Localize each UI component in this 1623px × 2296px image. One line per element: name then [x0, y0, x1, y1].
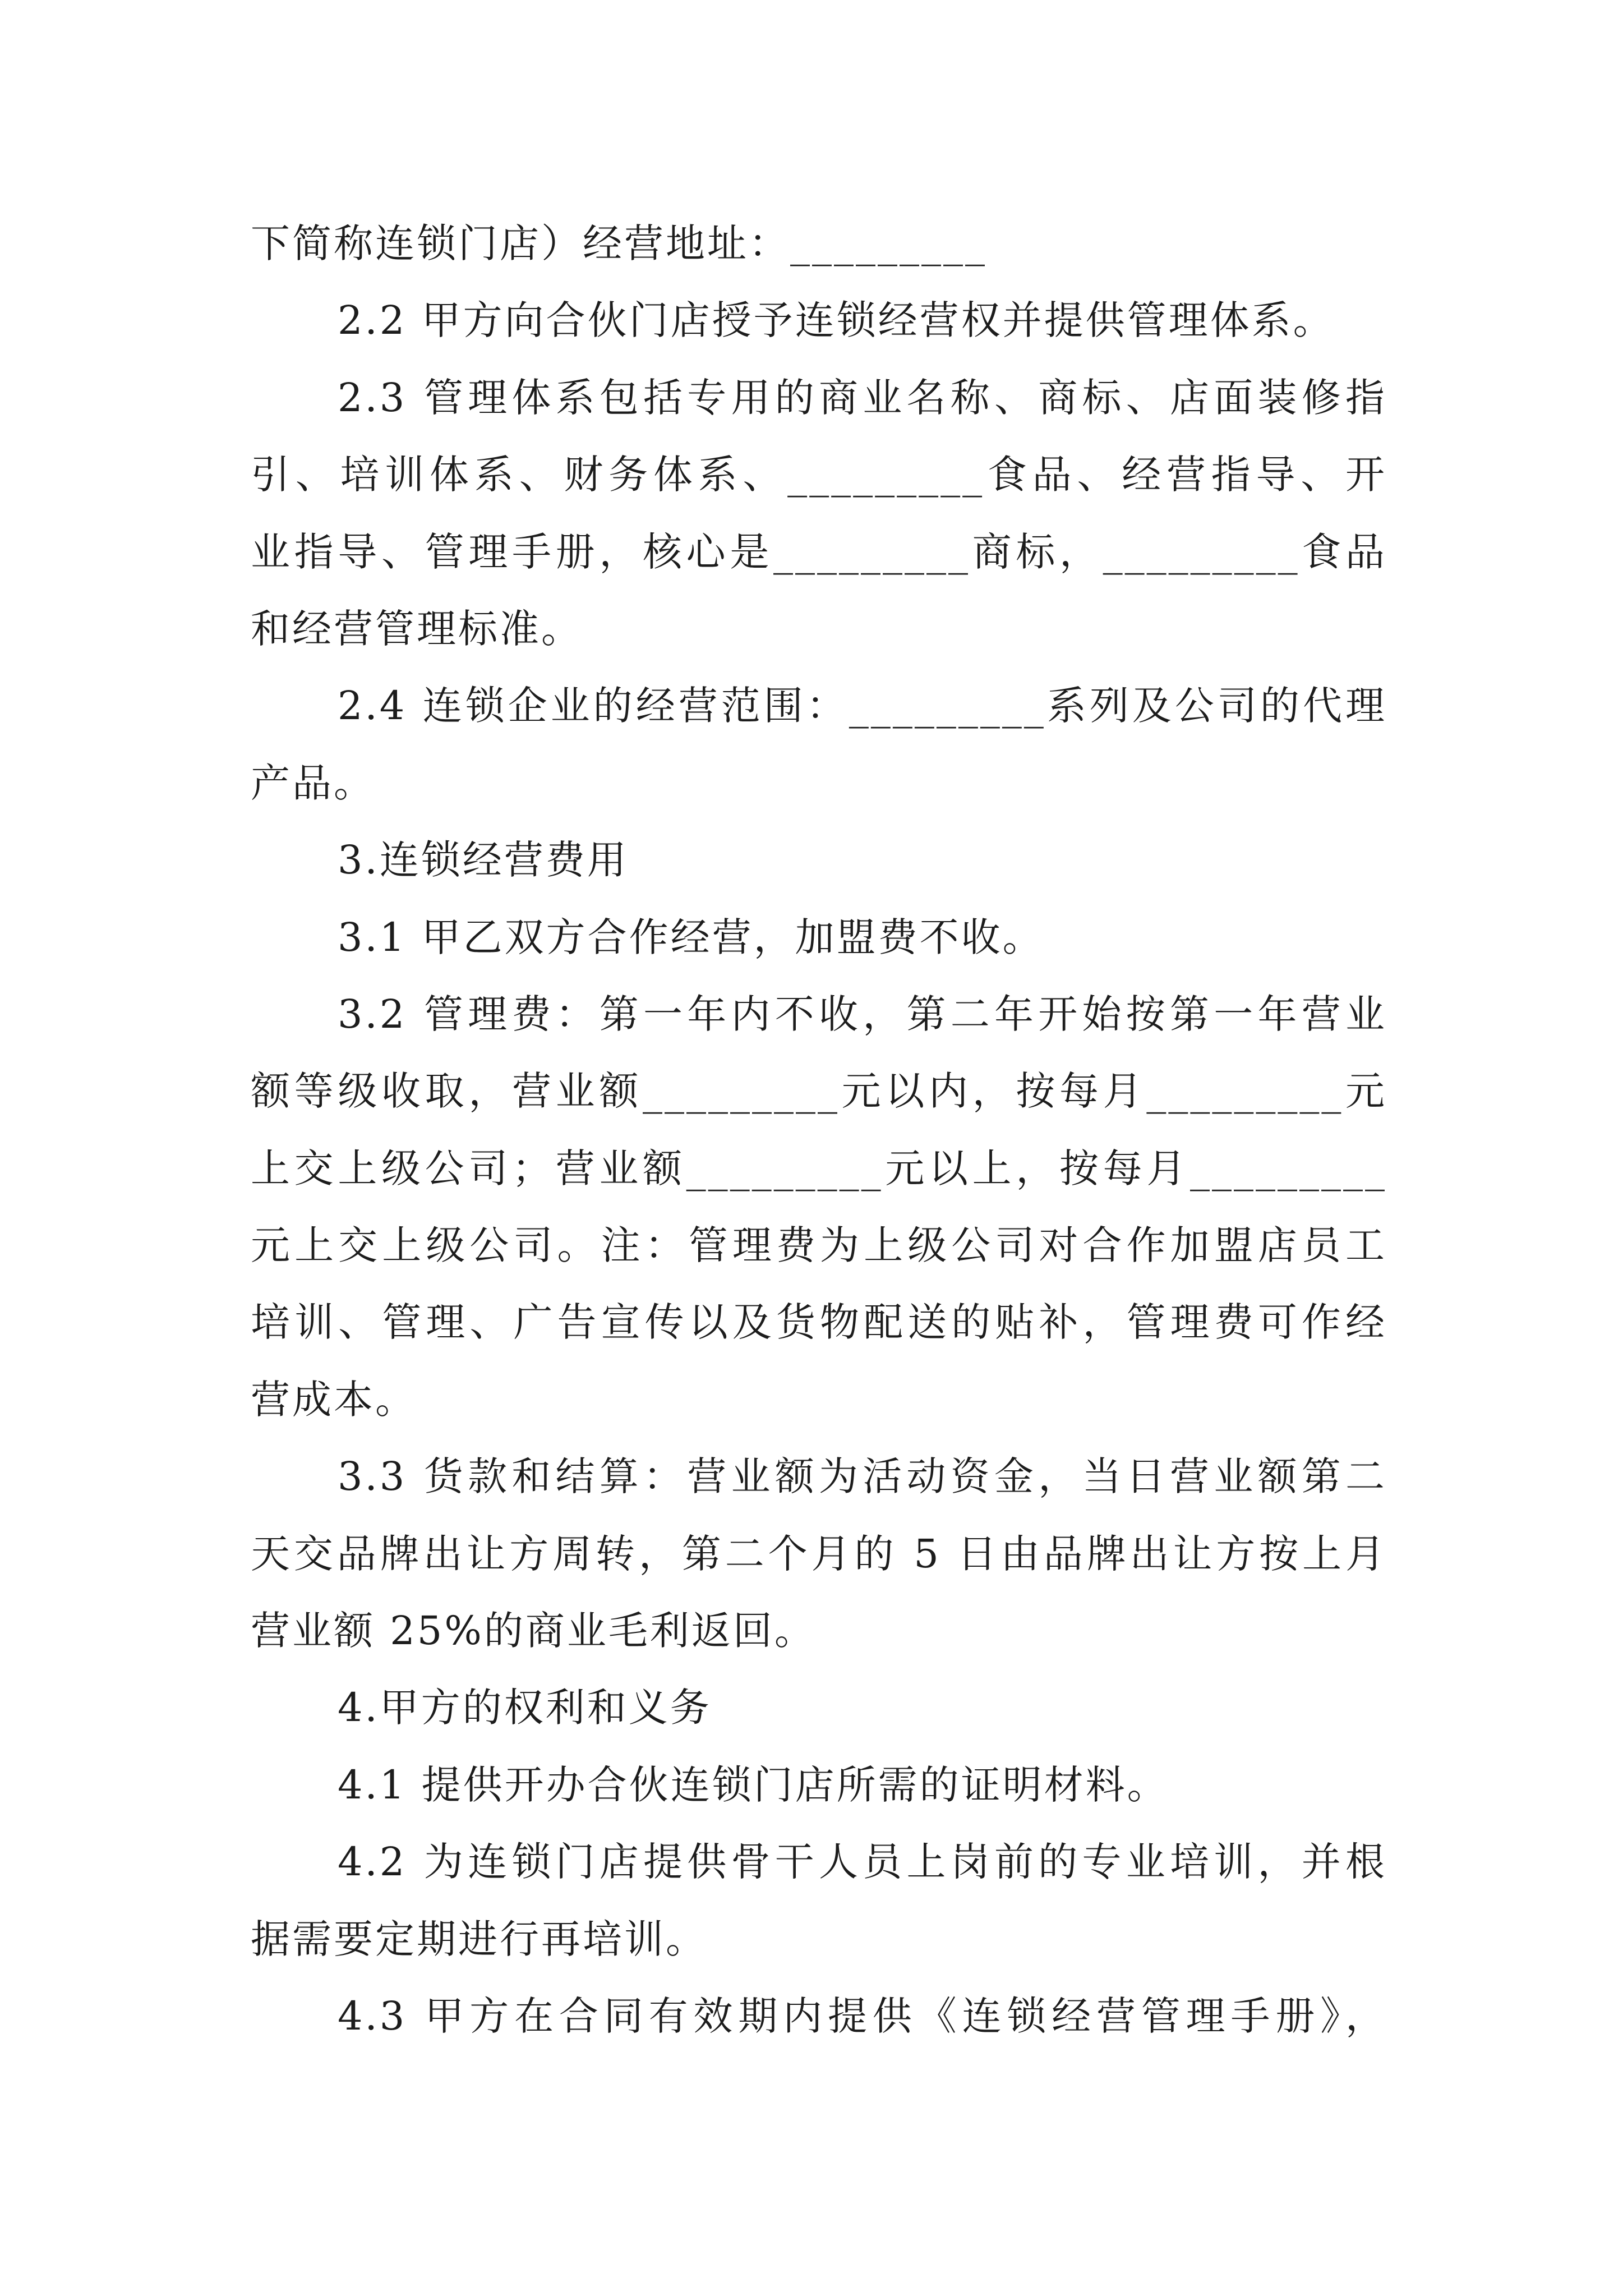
- paragraph-line: 3.1 甲乙双方合作经营，加盟费不收。: [338, 914, 1044, 960]
- clause-2-2: [251, 282, 1387, 359]
- paragraph-line: 和经营管理标准。: [251, 605, 583, 652]
- section-heading-line: 4.甲方的权利和义务: [338, 1685, 712, 1731]
- document-body: [251, 205, 1387, 2055]
- paragraph-line: 3.3 货款和结算：营业额为活动资金，当日营业额第二: [338, 1453, 1387, 1500]
- paragraph-line: 额等级收取，营业额_________元以内，按每月_________元: [251, 1068, 1387, 1115]
- paragraph-line: 4.1 提供开办合伙连锁门店所需的证明材料。: [338, 1761, 1169, 1808]
- continued-text: [251, 205, 1387, 282]
- clause-4-2: [251, 1824, 1387, 1978]
- paragraph-line: 上交上级公司；营业额_________元以上，按每月_________: [251, 1145, 1387, 1191]
- paragraph-line: 4.2 为连锁门店提供骨干人员上岗前的专业培训，并根: [338, 1839, 1387, 1885]
- paragraph-line: 2.3 管理体系包括专用的商业名称、商标、店面装修指: [338, 374, 1387, 421]
- paragraph-line: 天交品牌出让方周转，第二个月的 5 日由品牌出让方按上月: [251, 1530, 1387, 1577]
- section-3-heading: [251, 822, 1387, 899]
- section-4-heading: [251, 1669, 1387, 1746]
- section-heading-line: 3.连锁经营费用: [338, 837, 629, 884]
- paragraph-line: 营业额 25%的商业毛利返回。: [251, 1608, 816, 1654]
- paragraph-line: 培训、管理、广告宣传以及货物配送的贴补，管理费可作经: [251, 1299, 1387, 1346]
- clause-3-1: [251, 899, 1387, 976]
- paragraph-line: 3.2 管理费：第一年内不收，第二年开始按第一年营业: [338, 991, 1387, 1037]
- paragraph-line: 据需要定期进行再培训。: [251, 1916, 707, 1962]
- paragraph-line: 引、培训体系、财务体系、_________食品、经营指导、开: [251, 452, 1387, 498]
- paragraph-line: 2.4 连锁企业的经营范围：_________系列及公司的代理: [338, 683, 1387, 729]
- clause-4-3: [251, 1978, 1387, 2055]
- clause-4-1: [251, 1747, 1387, 1824]
- paragraph-line: 营成本。: [251, 1376, 417, 1423]
- paragraph-line: 2.2 甲方向合伙门店授予连锁经营权并提供管理体系。: [338, 297, 1335, 344]
- clause-2-4: [251, 668, 1387, 822]
- clause-3-3: [251, 1438, 1387, 1669]
- paragraph-line: 4.3 甲方在合同有效期内提供《连锁经营管理手册》，: [338, 1993, 1387, 2039]
- clause-3-2: [251, 976, 1387, 1438]
- paragraph-line: 产品。: [251, 760, 375, 806]
- paragraph-line: 下简称连锁门店）经营地址：_________: [251, 220, 987, 266]
- paragraph-line: 元上交上级公司。注：管理费为上级公司对合作加盟店员工: [251, 1222, 1387, 1269]
- clause-2-3: [251, 360, 1387, 668]
- paragraph-line: 业指导、管理手册，核心是_________商标，_________食品: [251, 528, 1387, 575]
